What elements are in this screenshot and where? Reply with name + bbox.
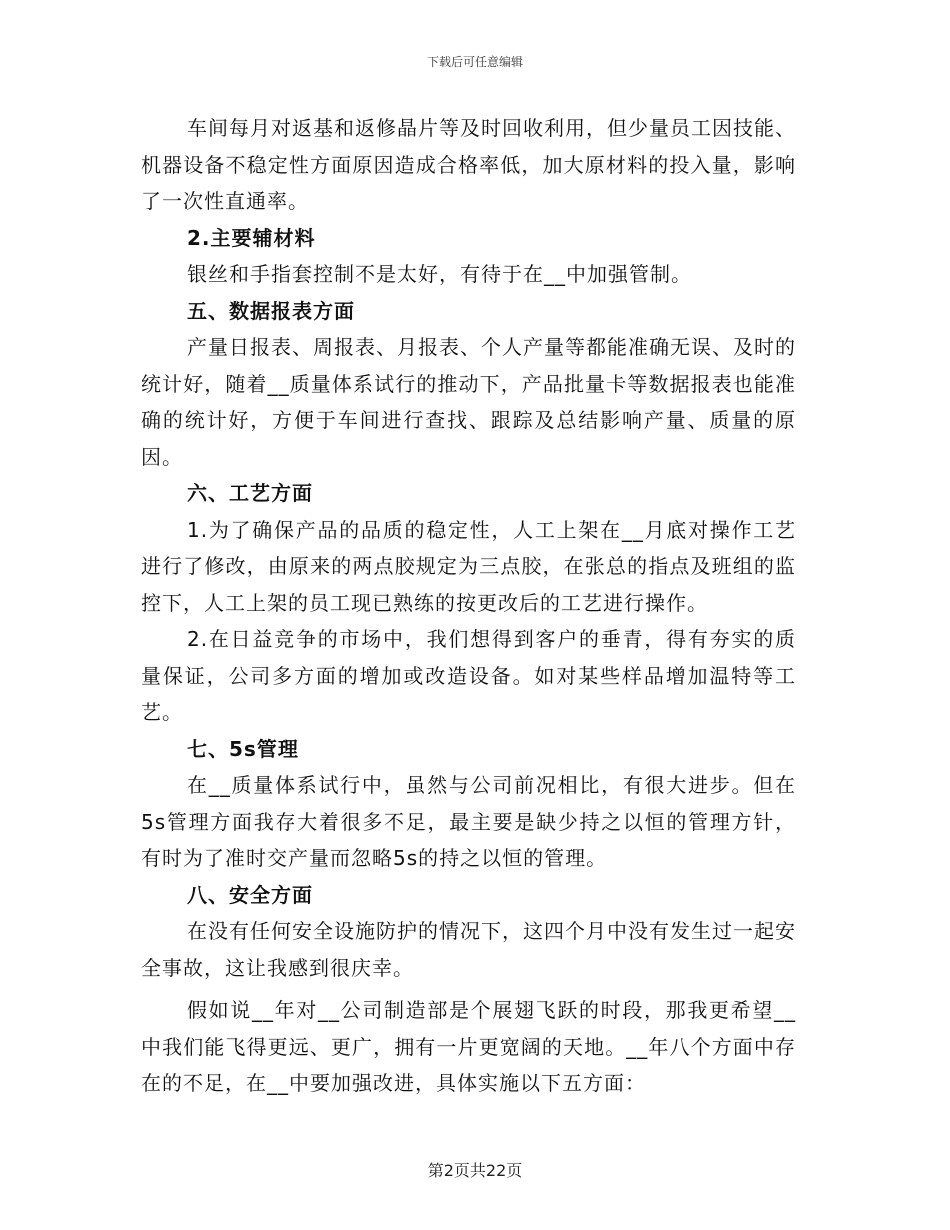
- subheading-auxiliary-materials: 2.主要辅材料: [187, 225, 316, 250]
- section-heading-5s-management: 七、5s管理: [187, 736, 299, 761]
- document-body: [141, 110, 796, 1102]
- paragraph: 2.在日益竞争的市场中，我们想得到客户的垂青，得有夯实的质量保证，公司多方面的增加或改造设备。如对某些样品增加温特等工艺。: [141, 627, 796, 724]
- paragraph: 银丝和手指套控制不是太好，有待于在__中加强管制。: [187, 262, 692, 286]
- paragraph: 在没有任何安全设施防护的情况下，这四个月中没有发生过一起安全事故，这让我感到很庆幸。: [141, 919, 796, 980]
- paragraph: 假如说__年对__公司制造部是个展翅飞跃的时段，那我更希望__中我们能飞得更远、更广，拥有一片更宽阔的天地。__年八个方面中存在的不足，在__中要加强改进，具体实施以下五方面：: [141, 998, 796, 1095]
- section-heading-data-reports: 五、数据报表方面: [187, 298, 355, 323]
- paragraph: 产量日报表、周报表、月报表、个人产量等都能准确无误、及时的统计好，随着__质量体系试行的推动下，产品批量卡等数据报表也能准确的统计好，方便于车间进行查找、跟踪及总结影响产量、质量的原因。: [141, 335, 796, 469]
- page-header: 下载后可任意编辑: [426, 55, 523, 69]
- paragraph: 1.为了确保产品的品质的稳定性，人工上架在__月底对操作工艺进行了修改，由原来的两点胶规定为三点胶，在张总的指点及班组的监控下，人工上架的员工现已熟练的按更改后的工艺进行操作。: [141, 517, 796, 615]
- paragraph: 车间每月对返基和返修晶片等及时回收利用，但少量员工因技能、机器设备不稳定性方面原因造成合格率低，加大原材料的投入量，影响了一次性直通率。: [141, 116, 796, 213]
- paragraph: 在__质量体系试行中，虽然与公司前况相比，有很大进步。但在5s管理方面我存大着很多不足，最主要是缺少持之以恒的管理方针，有时为了准时交产量而忽略5s的持之以恒的管理。: [141, 773, 796, 870]
- section-heading-safety: 八、安全方面: [187, 882, 313, 907]
- page-footer: 第2页共22页: [427, 1161, 523, 1180]
- section-heading-process: 六、工艺方面: [187, 481, 313, 505]
